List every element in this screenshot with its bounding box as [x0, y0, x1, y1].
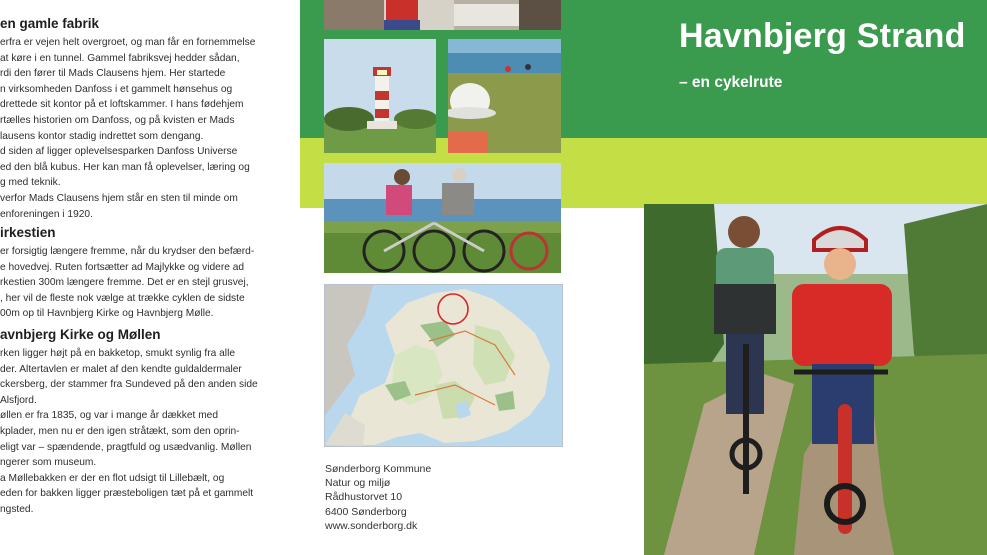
body-text-line: er forsigtig længere fremme, når du krydser den befærd-	[0, 246, 255, 257]
middle-panel	[300, 0, 644, 555]
body-text-line: eden for bakken ligger præsteboligen tæt på et gammelt	[0, 488, 254, 500]
left-text-panel	[0, 0, 300, 555]
route-map	[324, 284, 563, 447]
body-text-line: 00m op til Havnbjerg Kirke og Havnbjerg Mølle.	[0, 308, 214, 320]
body-text-line: ckersberg, der stammer fra Sundeved på den anden side	[0, 379, 258, 391]
body-text-line: ed den blå kubus. Her kan man få oplevelser, læring og	[0, 161, 250, 173]
body-text-line: enforeningen i 1920.	[0, 208, 93, 220]
body-text-line: verfor Mads Clausens hjem står en sten til minde om	[0, 192, 238, 204]
photo-cyclists-sea	[324, 163, 561, 273]
body-text-line: d siden af ligger oplevelsesparken Danfoss Universe	[0, 146, 238, 158]
section-heading: irkestien	[0, 225, 56, 240]
body-text-line: a Møllebakken er der en flot udsigt til Lillebælt, og	[0, 472, 225, 484]
section-heading: avnbjerg Kirke og Møllen	[0, 327, 161, 342]
website-link[interactable]: www.sonderborg.dk	[325, 519, 418, 532]
body-text-line: at køre i en tunnel. Gammel fabriksvej hedder sådan,	[0, 52, 240, 64]
body-text-line: ngerer som museum.	[0, 457, 97, 469]
cover-panel	[644, 0, 987, 555]
section-heading: en gamle fabrik	[0, 16, 100, 31]
body-text-line: erfra er vejen helt overgroet, og man får en fornemmelse	[0, 37, 256, 48]
body-text-line: rtælles historien om Danfoss, og på kvisten er Mads	[0, 114, 235, 126]
body-text-line: lausens kontor stadig indrettet som dengang.	[0, 130, 204, 142]
photo-lighthouse	[324, 39, 436, 153]
address-line: Sønderborg Kommune	[325, 463, 432, 475]
body-text-line: , her vil de fleste nok vælge at trække cyklen de sidste	[0, 292, 245, 304]
section-gamle-fabrik	[0, 16, 292, 222]
body-text-line: drettede sit kontor på et loftskammer. I hans fødehjem	[0, 99, 244, 111]
address-line: 6400 Sønderborg	[325, 505, 407, 518]
photo-people-top	[324, 0, 561, 30]
body-text-line: kplader, men nu er den igen stråtækt, som den oprin-	[0, 425, 240, 437]
body-text-line: eligt var – spændende, pragtfuld og usædvanlig. Møllen	[0, 441, 252, 453]
body-text-line: g med teknik.	[0, 177, 61, 189]
body-text-line: e hovedvej. Ruten fortsætter ad Majlykke og videre ad	[0, 261, 245, 273]
address-line: Rådhustorvet 10	[325, 491, 403, 504]
cover-lime-band	[644, 138, 987, 204]
cover-title: Havnbjerg Strand	[679, 17, 966, 55]
contact-address	[325, 462, 431, 533]
photo-beach-hat	[448, 39, 561, 153]
address-line: Natur og miljø	[325, 477, 391, 490]
section-kirkestien	[0, 225, 292, 322]
body-text-line: rdi den fører til Mads Clausens hjem. Her startede	[0, 68, 226, 80]
photo-cover-cyclists	[644, 204, 987, 555]
body-text-line: der. Altertavlen er malet af den kendte guldaldermaler	[0, 363, 242, 375]
body-text-line: Alsfjord.	[0, 394, 37, 406]
body-text-line: rken ligger højt på en bakketop, smukt synlig fra alle	[0, 348, 235, 359]
body-text-line: ngsted.	[0, 503, 34, 515]
body-text-line: rkestien 300m længere fremme. Det er en stejl grusvej,	[0, 277, 249, 289]
cover-subtitle: – en cykelrute	[679, 74, 783, 91]
body-text-line: øllen er fra 1835, og var i mange år dækket med	[0, 410, 219, 422]
body-text-line: n virksomheden Danfoss i et gammelt hønsehus og	[0, 83, 233, 95]
section-kirke-og-moellen	[0, 327, 292, 518]
